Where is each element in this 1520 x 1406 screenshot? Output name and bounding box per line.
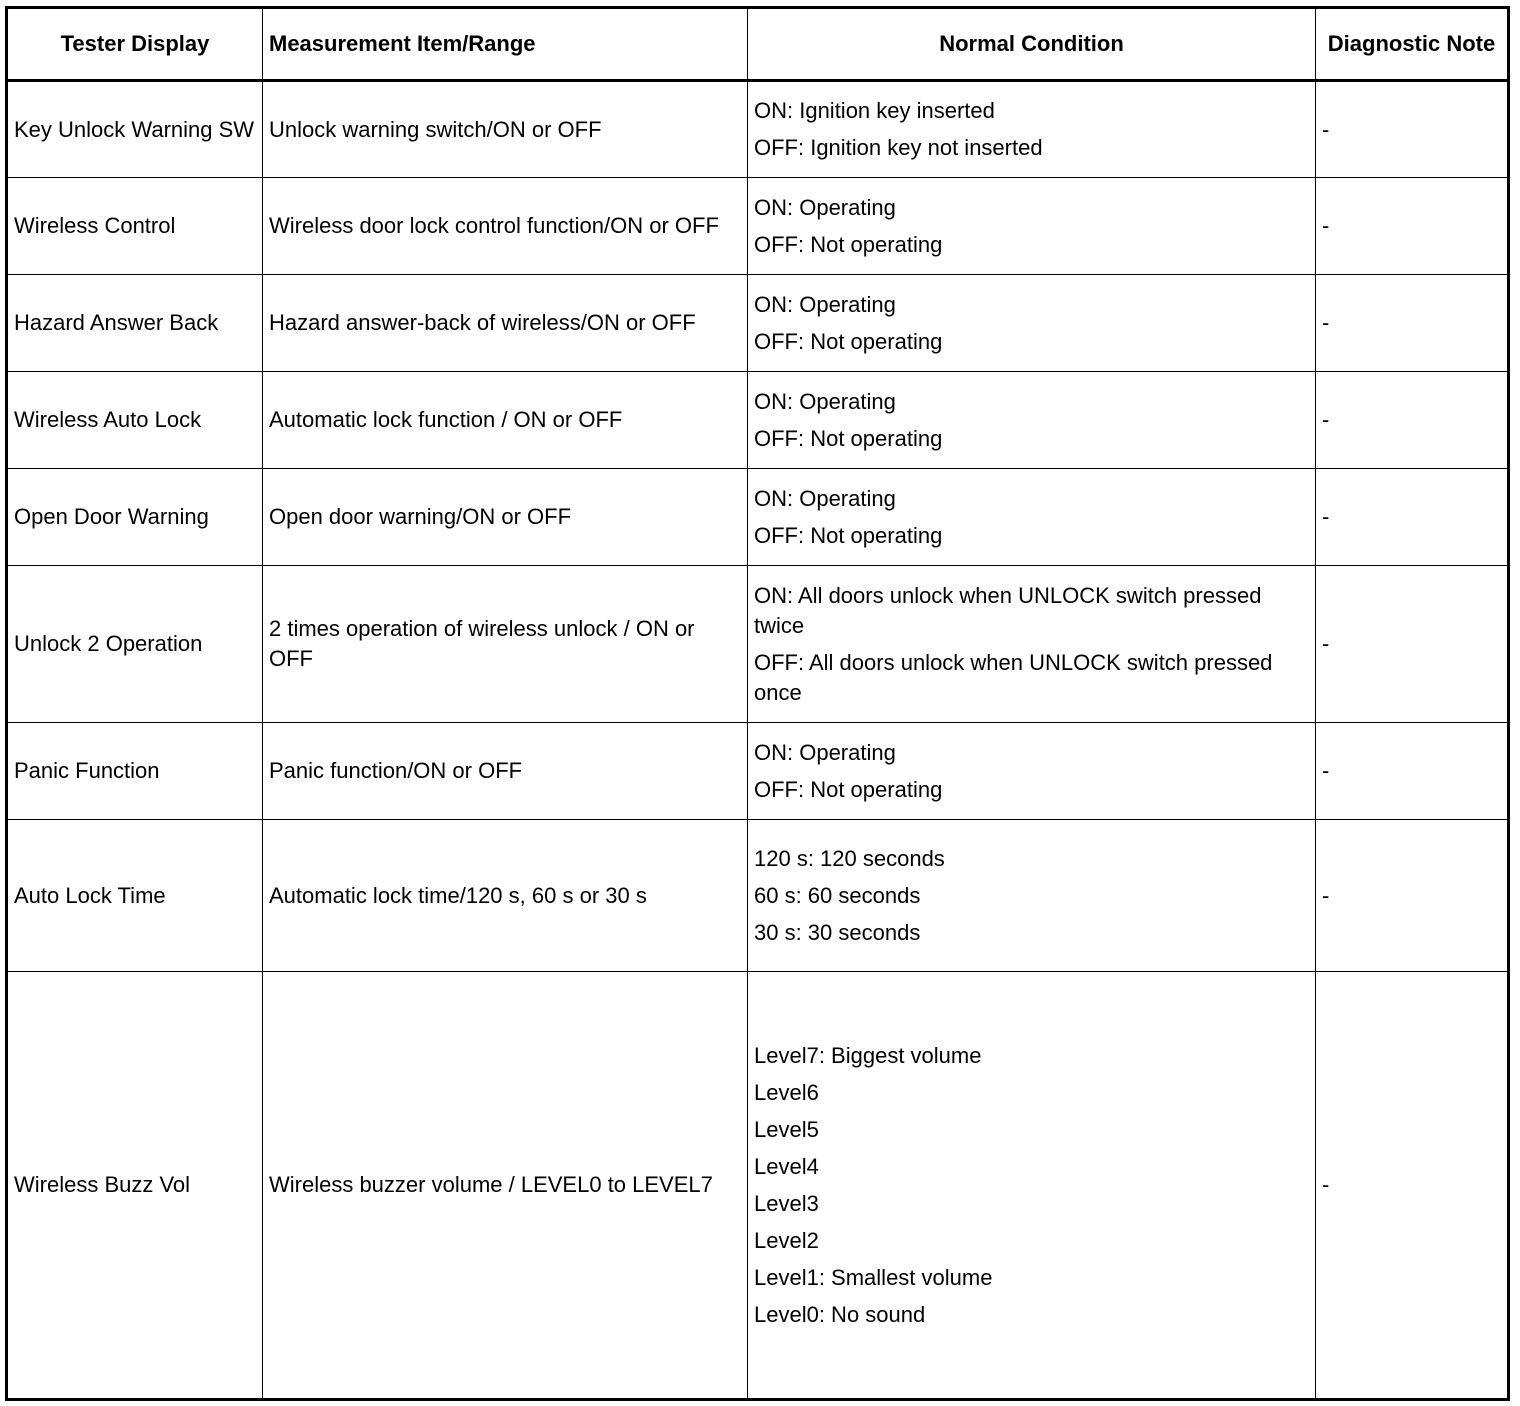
header-diagnostic-note: Diagnostic Note — [1316, 8, 1509, 81]
table-row — [7, 469, 1509, 566]
table-header-row — [7, 8, 1509, 81]
condition-line: Level5 — [754, 1116, 819, 1142]
condition-line: 120 s: 120 seconds — [754, 845, 945, 871]
diagnostic-note-cell: - — [1316, 178, 1509, 275]
measurement-cell: Panic function/ON or OFF — [263, 723, 748, 820]
measurement-cell: Hazard answer-back of wireless/ON or OFF — [263, 275, 748, 372]
condition-line: Level7: Biggest volume — [754, 1042, 982, 1068]
normal-condition-cell — [748, 372, 1316, 469]
condition-line: Level2 — [754, 1227, 819, 1253]
diagnostic-note-cell: - — [1316, 566, 1509, 723]
condition-line: OFF: All doors unlock when UNLOCK switch pressed once — [754, 649, 1273, 705]
header-measurement: Measurement Item/Range — [263, 8, 748, 81]
normal-condition-cell — [748, 972, 1316, 1400]
tester-display-cell: Wireless Control — [7, 178, 263, 275]
table-body — [7, 81, 1509, 1400]
table-row — [7, 820, 1509, 972]
diagnostic-note-cell: - — [1316, 723, 1509, 820]
diagnostic-note-cell: - — [1316, 372, 1509, 469]
normal-condition-cell — [748, 469, 1316, 566]
tester-display-cell: Auto Lock Time — [7, 820, 263, 972]
normal-condition-cell — [748, 81, 1316, 178]
condition-line: ON: All doors unlock when UNLOCK switch pressed twice — [754, 582, 1262, 638]
condition-line: Level3 — [754, 1190, 819, 1216]
condition-line: OFF: Not operating — [754, 522, 943, 548]
measurement-cell: Automatic lock time/120 s, 60 s or 30 s — [263, 820, 748, 972]
normal-condition-cell — [748, 566, 1316, 723]
normal-condition-cell — [748, 275, 1316, 372]
condition-line: Level6 — [754, 1079, 819, 1105]
condition-line: ON: Operating — [754, 388, 896, 414]
tester-display-cell: Unlock 2 Operation — [7, 566, 263, 723]
header-tester-display: Tester Display — [7, 8, 263, 81]
condition-line: Level0: No sound — [754, 1301, 926, 1327]
header-normal-condition: Normal Condition — [748, 8, 1316, 81]
condition-line: OFF: Not operating — [754, 776, 943, 802]
condition-line: OFF: Not operating — [754, 328, 943, 354]
condition-line: ON: Operating — [754, 291, 896, 317]
table-row — [7, 972, 1509, 1400]
normal-condition-cell — [748, 820, 1316, 972]
condition-line: OFF: Not operating — [754, 231, 943, 257]
data-list-table — [5, 6, 1510, 1401]
measurement-cell: Open door warning/ON or OFF — [263, 469, 748, 566]
tester-display-cell: Hazard Answer Back — [7, 275, 263, 372]
table-row — [7, 178, 1509, 275]
measurement-cell: Unlock warning switch/ON or OFF — [263, 81, 748, 178]
table-row — [7, 372, 1509, 469]
tester-display-cell: Wireless Buzz Vol — [7, 972, 263, 1400]
table-row — [7, 566, 1509, 723]
condition-line: ON: Operating — [754, 194, 896, 220]
condition-line: ON: Operating — [754, 739, 896, 765]
diagnostic-note-cell: - — [1316, 972, 1509, 1400]
condition-line: ON: Ignition key inserted — [754, 98, 995, 123]
tester-display-cell: Panic Function — [7, 723, 263, 820]
diagnostic-note-cell: - — [1316, 275, 1509, 372]
condition-line: OFF: Ignition key not inserted — [754, 135, 1043, 160]
measurement-cell: 2 times operation of wireless unlock / ON or OFF — [263, 566, 748, 723]
normal-condition-cell — [748, 723, 1316, 820]
table-row — [7, 275, 1509, 372]
condition-line: OFF: Not operating — [754, 425, 943, 451]
condition-line: 30 s: 30 seconds — [754, 919, 921, 945]
diagnostic-note-cell: - — [1316, 820, 1509, 972]
condition-line: ON: Operating — [754, 485, 896, 511]
tester-display-cell: Open Door Warning — [7, 469, 263, 566]
table-row — [7, 723, 1509, 820]
condition-line: Level4 — [754, 1153, 819, 1179]
normal-condition-cell — [748, 178, 1316, 275]
table-row — [7, 81, 1509, 178]
condition-line: Level1: Smallest volume — [754, 1264, 993, 1290]
measurement-cell: Wireless door lock control function/ON or OFF — [263, 178, 748, 275]
tester-display-cell: Key Unlock Warning SW — [7, 81, 263, 178]
diagnostic-note-cell: - — [1316, 81, 1509, 178]
condition-line: 60 s: 60 seconds — [754, 882, 921, 908]
diagnostic-note-cell: - — [1316, 469, 1509, 566]
tester-display-cell: Wireless Auto Lock — [7, 372, 263, 469]
measurement-cell: Wireless buzzer volume / LEVEL0 to LEVEL7 — [263, 972, 748, 1400]
measurement-cell: Automatic lock function / ON or OFF — [263, 372, 748, 469]
